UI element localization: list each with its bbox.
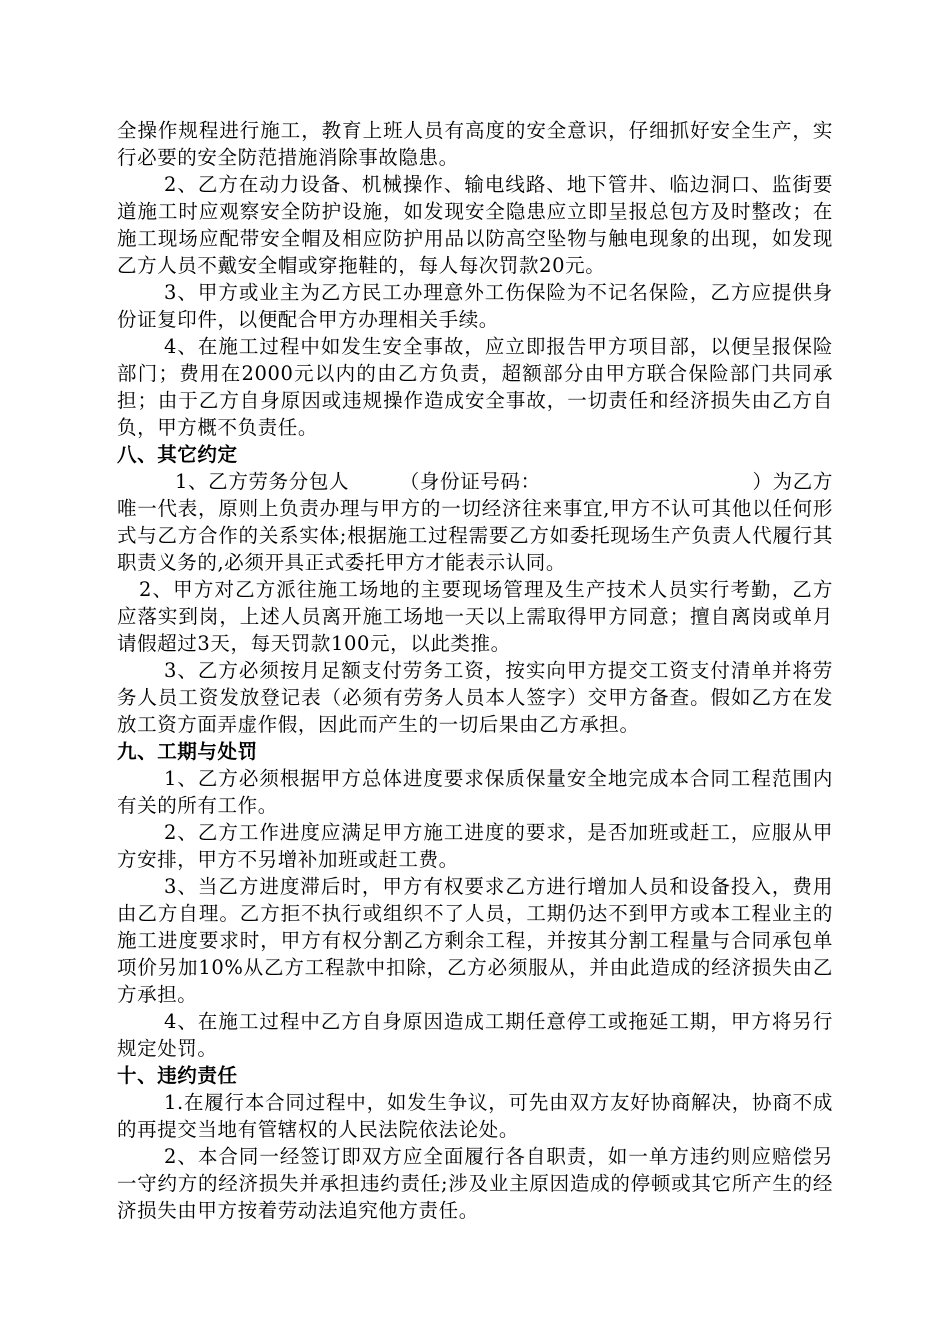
paragraph-safety-4: 4、在施工过程中如发生安全事故，应立即报告甲方项目部，以便呈报保险部门；费用在2000元以内的由乙方负责，超额部分由甲方联合保险部门共同承担；由于乙方自身原因或违规操作造成安全事故，一切责任和经济损失由乙方自负，甲方概不负责任。: [117, 335, 833, 439]
paragraph-safety-2: 2、乙方在动力设备、机械操作、输电线路、地下管井、临边洞口、监街要道施工时应观察安全防护设施，如发现安全隐患应立即呈报总包方及时整改；在施工现场应配带安全帽及相应防护用品以防高空坠物与触电现象的出现，如发现乙方人员不戴安全帽或穿拖鞋的，每人每次罚款20元。: [117, 173, 833, 277]
paragraph-safety-3: 3、甲方或业主为乙方民工办理意外工伤保险为不记名保险，乙方应提供身份证复印件，以便配合甲方办理相关手续。: [117, 281, 833, 331]
section-heading-breach-liability: 十、违约责任: [117, 1064, 238, 1087]
paragraph-schedule-4: 4、在施工过程中乙方自身原因造成工期任意停工或拖延工期，甲方将另行规定处罚。: [117, 1010, 833, 1060]
contract-body: [117, 117, 833, 1224]
paragraph-other-2: 2、甲方对乙方派往施工场地的主要现场管理及生产技术人员实行考勤，乙方应落实到岗，上述人员离开施工场地一天以上需取得甲方同意；擅自离岗或单月请假超过3天，每天罚款100元，以此类推。: [117, 578, 833, 655]
paragraph-schedule-2: 2、乙方工作进度应满足甲方施工进度的要求，是否加班或赶工，应服从甲方安排，甲方不另增补加班或赶工费。: [117, 821, 833, 871]
section-heading-schedule-penalty: 九、工期与处罚: [117, 740, 258, 763]
paragraph-schedule-3: 3、当乙方进度滞后时，甲方有权要求乙方进行增加人员和设备投入，费用由乙方自理。乙方拒不执行或组织不了人员，工期仍达不到甲方或本工程业主的施工进度要求时，甲方有权分割乙方剩余工程，并按其分割工程量与合同承包单项价另加10%从乙方工程款中扣除，乙方必须服从，并由此造成的经济损失由乙方承担。: [117, 875, 833, 1006]
paragraph-breach-1: 1.在履行本合同过程中，如发生争议，可先由双方友好协商解决，协商不成的再提交当地有管辖权的人民法院依法论处。: [117, 1091, 833, 1141]
paragraph-schedule-1: 1、乙方必须根据甲方总体进度要求保质保量安全地完成本合同工程范围内有关的所有工作。: [117, 767, 833, 817]
paragraph-safety-continued: 全操作规程进行施工，教育上班人员有高度的安全意识，仔细抓好安全生产，实行必要的安全防范措施消除事故隐患。: [117, 119, 833, 169]
paragraph-breach-2: 2、本合同一经签订即双方应全面履行各自职责，如一单方违约则应赔偿另一守约方的经济损失并承担违约责任;涉及业主原因造成的停顿或其它所产生的经济损失由甲方按着劳动法追究他方责任。: [117, 1145, 833, 1222]
paragraph-other-3: 3、乙方必须按月足额支付劳务工资，按实向甲方提交工资支付清单并将劳务人员工资发放登记表（必须有劳务人员本人签字）交甲方备查。假如乙方在发放工资方面弄虚作假，因此而产生的一切后果由乙方承担。: [117, 659, 833, 736]
section-heading-other-terms: 八、其它约定: [117, 443, 238, 466]
paragraph-other-1: 1、乙方劳务分包人 （身份证号码： ）为乙方唯一代表，原则上负责办理与甲方的一切经济往来事宜,甲方不认可其他以任何形式与乙方合作的关系实体;根据施工过程需要乙方如委托现场生产负责人代履行其职责义务的,必须开具正式委托甲方才能表示认同。: [117, 470, 833, 574]
